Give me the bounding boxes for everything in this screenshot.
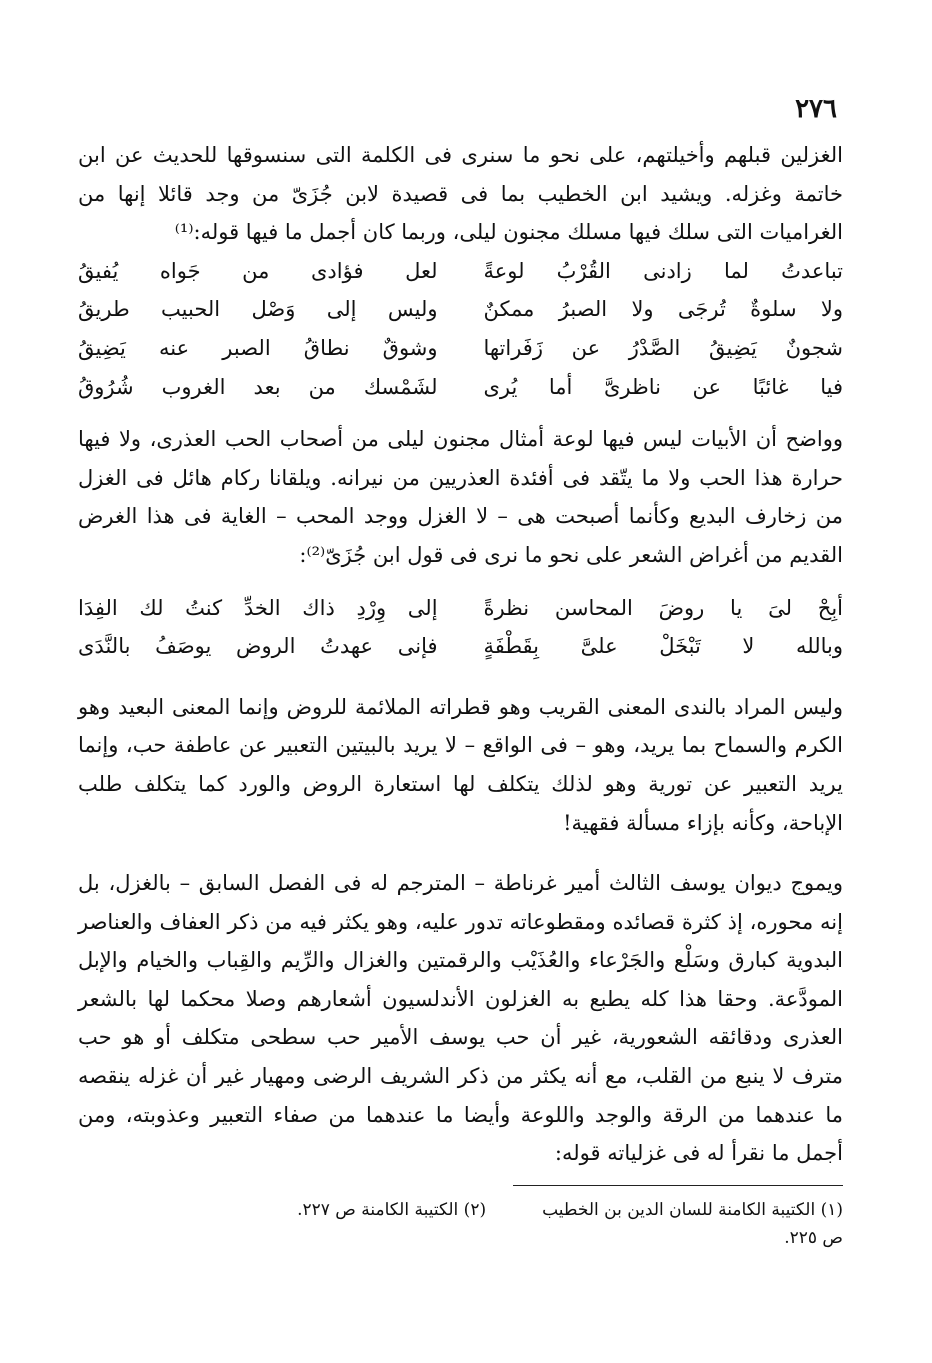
paragraph-4: ويموج ديوان يوسف الثالث أمير غرناطة – المترجم له فى الفصل السابق – بالغزل، بل إنه محوره، إذ كثرة قصائده ومقطوعاته تدور عليه، وهو يكثر فيه من ذكر العفاف والعناصر البدوية كبارق وسَلْع والجَرْعاء والعُذَيْب والرقمتين والغزال والرِّيم والقِباب والخيام والإبل المودَّعة. وحقا هذا كله يطبع به الغزلون الأندلسيون أشعارهم وصلا محكما لها بالشعر العذرى ودقائقه الشعورية، غير أن حب يوسف الأمير حب سطحى متكلف أو هو حب مترف لا ينبع من القلب، مع أنه يكثر من ذكر الشريف الرضى ومهيار غير أن غزله ينقصه ما عندهما من الرقة والوجد واللوعة وأيضا ما عندهما من صفاء التعبير وعذوبته، ومن أجمل ما نقرأ له فى غزلياته قوله: xyxy=(78,871,843,1166)
verse-second-hemistich: وليس إلى وَصْل الحبيب طريقُ xyxy=(78,297,438,322)
verse xyxy=(78,589,843,628)
paragraph-2: وواضح أن الأبيات ليس فيها لوعة أمثال مجنون ليلى من أصحاب الحب العذرى، ولا فيها حرارة هذا الحب ولا ما يتّقد فى أفئدة العذريين من نيرانه. ويلقانا ركام هائل فى الغزل من زخارف البديع وكأنما أصبحت هى – لا الغزل ووجد المحب – الغاية فى هذا الغرض القديم من أغراض الشعر على نحو ما نرى فى قول ابن جُزَىّ⁽²⁾: xyxy=(78,427,843,567)
footnotes xyxy=(78,1196,843,1252)
verse xyxy=(78,329,843,368)
verse-first-hemistich: شجونٌ يَضِيقُ الصَّدْرُ عن زَفَراتها xyxy=(483,335,843,360)
verse-first-hemistich: أبِحْ لىَ يا روضَ المحاسن نظرةً xyxy=(483,595,843,620)
verse-first-hemistich: وبالله لا تَبْخَلْ علىَّ بِقَطْفَةٍ xyxy=(483,634,843,659)
page xyxy=(78,92,843,1252)
verse-second-hemistich: فإنى عهدتُ الروض يوصَفُ بالنَّدَى xyxy=(78,634,438,659)
verse-first-hemistich: تباعدتُ لما زادنى القُرْبُ لوعةً xyxy=(483,258,843,283)
verse xyxy=(78,252,843,291)
verse-first-hemistich: ولا سلوةٌ تُرجَى ولا الصبرُ ممكنٌ xyxy=(483,297,843,322)
verse-first-hemistich: فيا غائبًا عن ناظرىَّ أما يُرى xyxy=(483,374,843,399)
page-number: ٢٧٦ xyxy=(795,94,837,124)
poem-1 xyxy=(78,252,843,406)
footnote-divider xyxy=(513,1185,843,1186)
verse xyxy=(78,627,843,666)
verse xyxy=(78,368,843,407)
verse-second-hemistich: لشَمْسك من بعد الغروب شُرُوقُ xyxy=(78,374,438,399)
paragraph-1: الغزلين قبلهم وأخيلتهم، على نحو ما سنرى فى الكلمة التى سنسوقها للحديث عن ابن خاتمة وغزله. ويشيد ابن الخطيب بما فى قصيدة لابن جُزَىّ من وجد قائلا إنها من الغراميات التى سلك فيها مسلك مجنون ليلى، وربما كان أجمل ما فيها قوله:⁽¹⁾ xyxy=(78,143,843,245)
footnote-1-continuation: ص ٢٢٥. xyxy=(784,1227,843,1248)
verse-second-hemistich: إلى وِرْدِ ذاك الخدِّ كنتُ لك الفِدَا xyxy=(78,595,438,620)
paragraph-3: وليس المراد بالندى المعنى القريب وهو قطراته الملائمة للروض وإنما المعنى البعيد وهو الكرم والسماح بما يريد، وهو – فى الواقع – لا يريد بالبيتين التعبير عن عاطفة حب، وإنما يريد التعبير عن تورية وهو لذلك يتكلف لها استعارة الروض والورد كما يتكلف طلب الإباحة، وكأنه بإزاء مسألة فقهية! xyxy=(78,694,843,835)
poem-2 xyxy=(78,589,843,666)
footnote-2: (٢) الكتيبة الكامنة ص ٢٢٧. xyxy=(297,1199,487,1220)
verse xyxy=(78,290,843,329)
footnote-1: (١) الكتيبة الكامنة للسان الدين بن الخطيب xyxy=(542,1199,843,1220)
verse-second-hemistich: وشوقٌ نطاقُ الصبر عنه يَضِيقُ xyxy=(78,335,438,360)
verse-second-hemistich: لعل فؤادى من جَواه يُفيقُ xyxy=(78,258,438,283)
